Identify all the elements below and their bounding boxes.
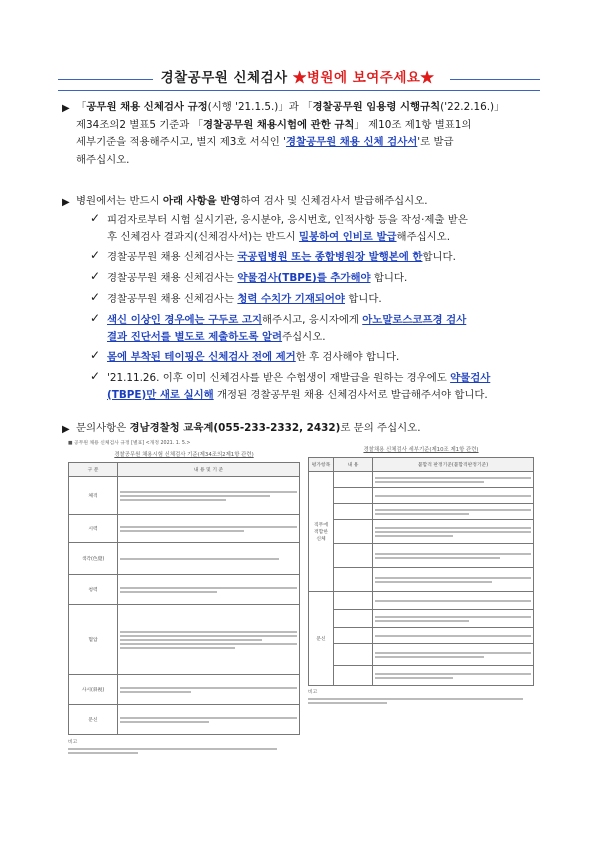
right-criteria-document — [308, 447, 534, 752]
check-icon: ✓ — [90, 290, 101, 304]
check-icon: ✓ — [90, 369, 101, 383]
right-doc-table — [308, 457, 534, 686]
intro-paragraph — [76, 99, 546, 169]
check-icon: ✓ — [90, 269, 101, 283]
left-doc-row-label: 문신 — [69, 705, 118, 735]
bullet-triangle-icon: ▶ — [62, 197, 70, 208]
right-doc-heading: 경찰채용 신체검사 세부기준(제10조 제1항 관련) — [363, 447, 479, 453]
right-doc-footer: 비고 — [308, 690, 318, 695]
left-doc-row-label: 혈압 — [69, 605, 118, 675]
intro-line-1: 「공무원 채용 신체검사 규정(시행 '21.1.5.)」과 「경찰공무원 임용령 시행규칙('22.2.16.)」 — [76, 101, 505, 113]
left-doc-footer: 비고 — [68, 740, 78, 745]
left-doc-row-label: 청력 — [69, 575, 118, 605]
bullet-triangle-icon: ▶ — [62, 103, 70, 114]
left-doc-caption: ■ 공무원 채용 신체검사 규정 [별표] <개정 2021. 1. 5.> — [68, 441, 191, 446]
intro-line-3: 세부기준을 적용해주시고, 별지 제3호 서식인 '경찰공무원 채용 신체 검사서'로 발급 — [76, 136, 454, 148]
list-item: 몸에 부착된 테이핑은 신체검사 전에 제거한 후 검사해야 합니다. — [107, 351, 400, 363]
left-doc-row-label: 색각(色覺) — [69, 543, 118, 575]
list-item: '21.11.26. 이후 이미 신체검사를 받은 수험생이 재발급을 원하는 경우에도 약물검사 (TBPE)만 새로 실시해 개정된 경찰공무원 채용 신체검사서로 발급해주셔야 합니다. — [107, 372, 491, 401]
right-doc-col2: 내 용 — [334, 458, 373, 472]
section2-heading: 병원에서는 반드시 아래 사항을 반영하여 검사 및 신체검사서 발급해주십시오. — [76, 195, 428, 207]
left-doc-heading: 경찰공무원 채용시험 신체검사 기준(제34조의2제1항 관련) — [114, 452, 254, 458]
left-regulation-document — [68, 441, 300, 833]
intro-line-2: 제34조의2 별표5 기준과 「경찰공무원 채용시험에 관한 규칙」 제10조 제1항 별표1의 — [76, 118, 472, 131]
title-rule-bottom — [58, 90, 540, 91]
contact-line: 문의사항은 경남경찰청 교육계(055-233-2332, 2432)로 문의 주십시오. — [76, 422, 421, 434]
list-item: 경찰공무원 채용 신체검사는 국공립병원 또는 종합병원장 발행본에 한합니다. — [107, 251, 456, 263]
left-doc-col1: 구 분 — [69, 463, 118, 477]
check-icon: ✓ — [90, 211, 101, 225]
left-doc-table — [68, 462, 300, 735]
right-doc-col3: 불합격 판정기준(불합격판정기준) — [373, 458, 534, 472]
title-main: 경찰공무원 신체검사 — [160, 70, 288, 86]
right-doc-group: 직무에 적합한 신체 — [309, 472, 334, 592]
bullet-triangle-icon: ▶ — [62, 424, 70, 435]
left-doc-row-label: 사시(斜視) — [69, 675, 118, 705]
left-doc-row-label: 시력 — [69, 515, 118, 543]
check-icon: ✓ — [90, 311, 101, 325]
check-icon: ✓ — [90, 348, 101, 362]
list-item: 경찰공무원 채용 신체검사는 약물검사(TBPE)를 추가해야 합니다. — [107, 272, 408, 284]
check-icon: ✓ — [90, 248, 101, 262]
title-highlight: ★병원에 보여주세요★ — [292, 70, 435, 86]
intro-line-4: 해주십시오. — [76, 153, 130, 166]
list-item: 경찰공무원 채용 신체검사는 청력 수치가 기재되어야 합니다. — [107, 293, 382, 305]
left-doc-col2: 내 용 및 기 준 — [118, 463, 300, 477]
page-title — [0, 66, 595, 86]
right-doc-group: 문신 — [309, 592, 334, 686]
list-item: 색신 이상인 경우에는 구두로 고지해주시고, 응시자에게 아노말로스코프경 검사 결과 진단서를 별도로 제출하도록 알려주십시오. — [107, 314, 467, 343]
list-item: 피검자로부터 시험 실시기관, 응시분야, 응시번호, 인적사항 등을 작성·제출 받은 후 신체검사 결과지(신체검사서)는 반드시 밀봉하여 인비로 발급해주십시오. — [107, 214, 468, 243]
left-doc-row-label: 체격 — [69, 477, 118, 515]
right-doc-col1: 평가항목 — [309, 458, 334, 472]
